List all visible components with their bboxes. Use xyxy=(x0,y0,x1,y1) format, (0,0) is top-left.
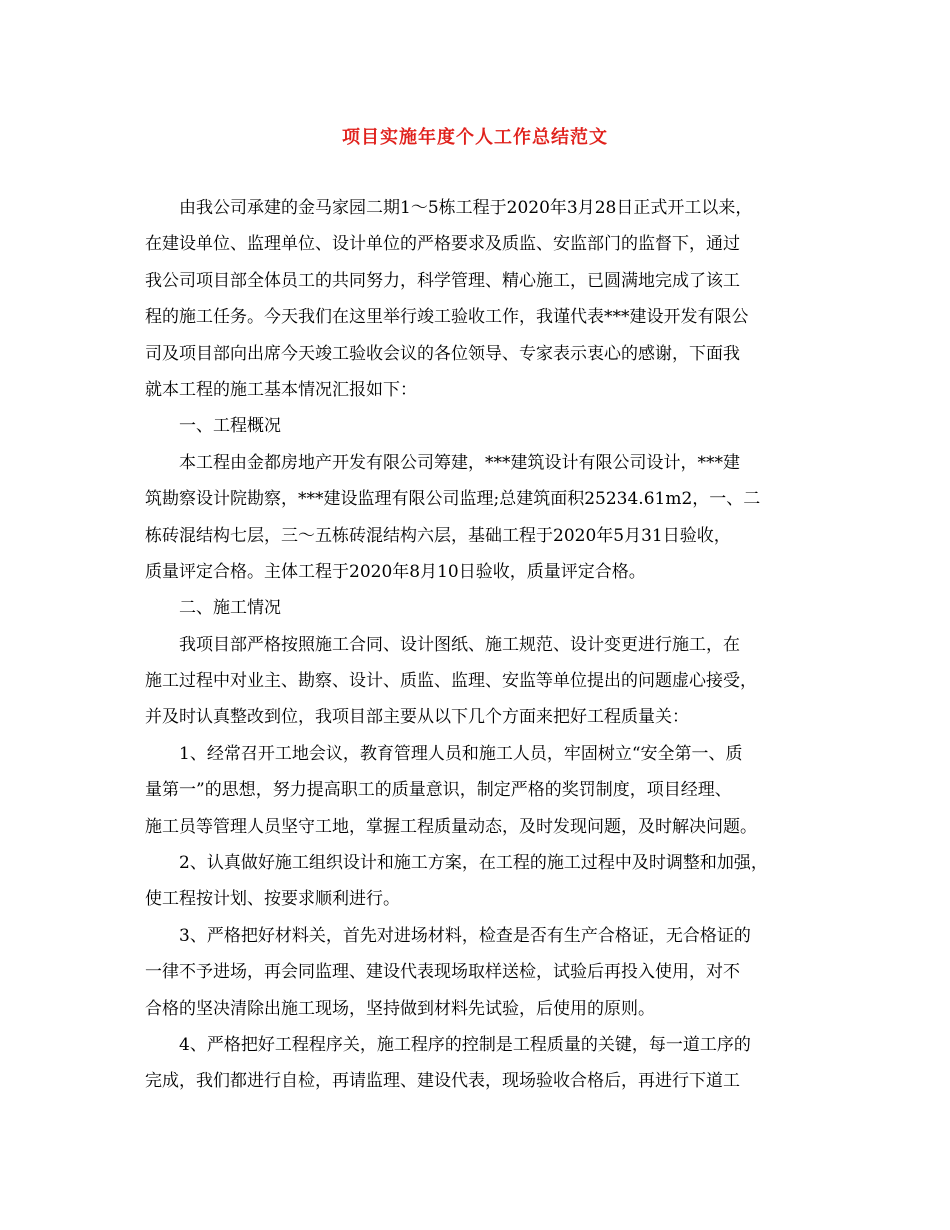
text-line: 完成，我们都进行自检，再请监理、建设代表，现场验收合格后，再进行下道工 xyxy=(145,1071,740,1092)
text-line: 施工员等管理人员坚守工地，掌握工程质量动态，及时发现问题，及时解决问题。 xyxy=(145,816,757,837)
text-line: 我项目部严格按照施工合同、设计图纸、施工规范、设计变更进行施工，在 xyxy=(179,634,740,655)
text-line: 由我公司承建的金马家园二期1～5栋工程于2020年3月28日正式开工以来， xyxy=(179,198,753,218)
text-line: 并及时认真整改到位，我项目部主要从以下几个方面来把好工程质量关： xyxy=(145,707,689,728)
text-line: 施工过程中对业主、勘察、设计、质监、监理、安监等单位提出的问题虚心接受， xyxy=(145,671,757,692)
text-line: 合格的坚决清除出施工现场，坚持做到材料先试验，后使用的原则。 xyxy=(145,998,655,1019)
text-line: 一律不予进场，再会同监理、建设代表现场取样送检，试验后再投入使用，对不 xyxy=(145,962,740,983)
text-line: 本工程由金都房地产开发有限公司筹建，***建筑设计有限公司设计，***建 xyxy=(179,452,740,473)
document-title: 项目实施年度个人工作总结范文 xyxy=(342,127,608,148)
text-line: 使工程按计划、按要求顺利进行。 xyxy=(145,889,400,910)
text-line: 栋砖混结构七层，三～五栋砖混结构六层，基础工程于2020年5月31日验收， xyxy=(145,525,731,546)
text-line: 二、施工情况 xyxy=(179,598,281,619)
text-line: 4、严格把好工程程序关，施工程序的控制是工程质量的关键，每一道工序的 xyxy=(179,1034,751,1055)
text-line: 量第一”的思想，努力提高职工的质量意识，制定严格的奖罚制度，项目经理、 xyxy=(145,780,732,801)
text-line: 在建设单位、监理单位、设计单位的严格要求及质监、安监部门的监督下，通过 xyxy=(145,234,740,255)
text-line: 我公司项目部全体员工的共同努力，科学管理、精心施工，已圆满地完成了该工 xyxy=(145,270,740,291)
text-line: 一、工程概况 xyxy=(179,416,281,437)
text-line: 2、认真做好施工组织设计和施工方案，在工程的施工过程中及时调整和加强， xyxy=(179,853,768,874)
text-line: 1、经常召开工地会议，教育管理人员和施工人员，牢固树立“安全第一、质 xyxy=(179,743,743,764)
text-line: 司及项目部向出席今天竣工验收会议的各位领导、专家表示衷心的感谢，下面我 xyxy=(145,343,740,364)
text-line: 程的施工任务。今天我们在这里举行竣工验收工作，我谨代表***建设开发有限公 xyxy=(145,307,749,328)
text-line: 质量评定合格。主体工程于2020年8月10日验收，质量评定合格。 xyxy=(145,561,646,582)
document-body xyxy=(145,190,815,1100)
text-line: 就本工程的施工基本情况汇报如下： xyxy=(145,379,417,400)
text-line: 筑勘察设计院勘察，***建设监理有限公司监理;总建筑面积25234.61m2，一、二 xyxy=(145,489,761,510)
text-line: 3、严格把好材料关，首先对进场材料，检查是否有生产合格证，无合格证的 xyxy=(179,925,751,946)
